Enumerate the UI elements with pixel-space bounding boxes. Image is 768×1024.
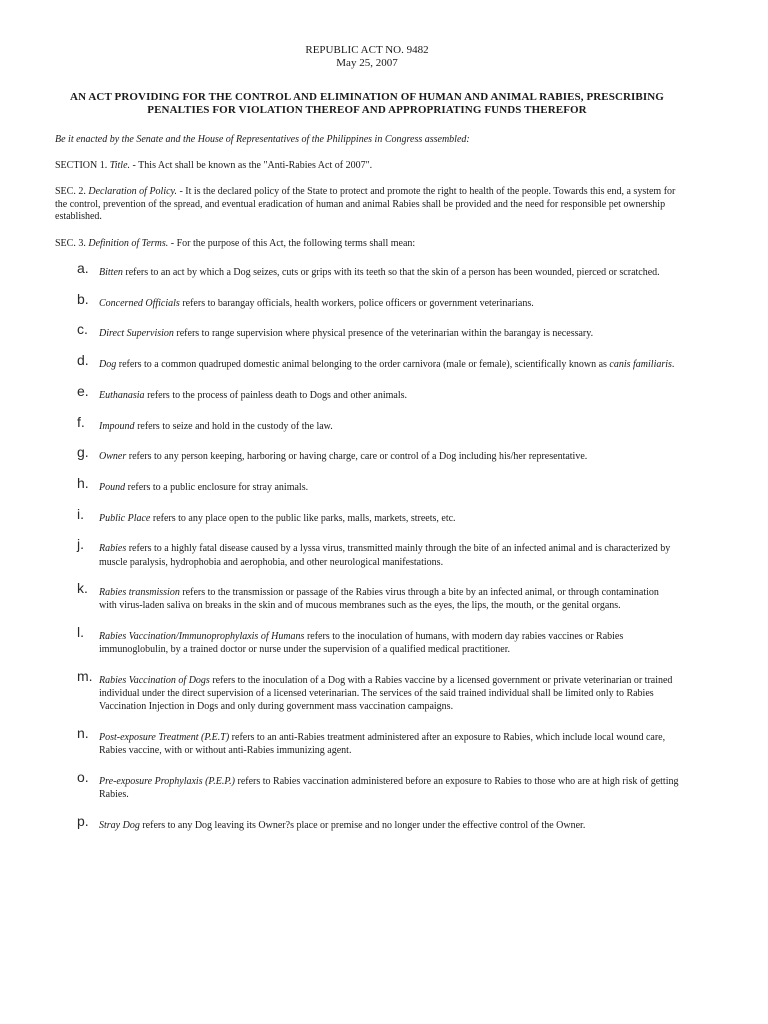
definition-term: Post-exposure Treatment (P.E.T): [99, 732, 230, 744]
section-2-text: - It is the declared policy of the State to protect and promote the right to health of the people. Towards this end, a system for the control, prevention of the spread, and eventual eradication of human and animal Rabies shall be provided and the need for responsible pet ownership established.: [55, 186, 676, 223]
definition-letter: d.: [77, 352, 89, 369]
definition-item: [55, 668, 679, 714]
definition-item: [55, 260, 679, 279]
definition-text: refers to range supervision where physical presence of the veterinarian within the barangay is necessary.: [173, 328, 594, 340]
definition-item: [55, 321, 679, 340]
definition-item: [55, 444, 679, 463]
act-title: AN ACT PROVIDING FOR THE CONTROL AND ELIMINATION OF HUMAN AND ANIMAL RABIES, PRESCRIBING PENALTIES FOR VIOLATION THEREOF AND APPROPRIATING FUNDS THEREFOR: [70, 91, 664, 116]
definition-term: Rabies Vaccination/Immunoprophylaxis of Humans: [99, 631, 305, 643]
definition-text: refers to the process of painless death to Dogs and other animals.: [144, 389, 407, 401]
definition-text: refers to a common quadruped domestic animal belonging to the order carnivora (male or female), scientifically known as: [116, 359, 610, 371]
definition-item: [55, 725, 679, 757]
definition-letter: h.: [77, 474, 89, 491]
definition-text: refers to seize and hold in the custody of the law.: [134, 420, 333, 432]
definition-item: [55, 382, 679, 402]
definition-letter: n.: [77, 725, 89, 742]
definition-letter: j.: [77, 536, 84, 553]
definition-scientific-name: canis familiaris: [609, 359, 672, 371]
definition-term: Rabies: [99, 543, 127, 555]
definition-text: refers to a public enclosure for stray animals.: [125, 481, 309, 493]
section-3-text: - For the purpose of this Act, the following terms shall mean:: [168, 237, 416, 249]
definition-text: refers to the inoculation of a Dog with a Rabies vaccine by a licensed government or private veterinarian or trained individual under the direct supervision of a licensed veterinarian. The services of the said trained individual shall be limited only to Rabies Vaccination Injection in Dogs and only during government mass vaccination campaigns.: [99, 675, 673, 713]
definition-term: Dog: [99, 359, 117, 371]
section-3: [55, 238, 679, 250]
definition-term: Euthanasia: [99, 389, 145, 401]
definition-text: refers to Rabies vaccination administered before an exposure to Rabies to those who are at high risk of getting Rabies.: [99, 776, 679, 801]
definition-item: [55, 769, 679, 801]
section-3-label: SEC. 3.: [55, 237, 86, 249]
definition-item: [55, 536, 679, 568]
definition-text: refers to barangay officials, health workers, police officers or government veterinarians.: [179, 297, 534, 309]
definition-term: Pound: [99, 481, 126, 493]
section-1: [55, 160, 679, 172]
act-number: REPUBLIC ACT NO. 9482: [305, 44, 429, 56]
section-2-label: SEC. 2.: [55, 186, 86, 198]
enacting-clause: Be it enacted by the Senate and the House of Representatives of the Philippines in Congress assembled:: [55, 134, 470, 145]
definition-letter: l.: [77, 624, 84, 641]
definition-term: Stray Dog: [99, 820, 140, 831]
definition-letter: f.: [77, 413, 85, 430]
section-1-heading: Title.: [109, 160, 131, 171]
definition-item: [55, 474, 679, 494]
definition-item: [55, 413, 679, 433]
definition-item: [55, 505, 679, 525]
definition-term: Concerned Officials: [99, 297, 180, 309]
definition-text: refers to the transmission or passage of the Rabies virus through a bite by an infected animal, or through contamination with virus-laden saliva on breaks in the skin and of mucous membranes such as the eyes, the lips, the mouth, or the genital organs.: [99, 587, 659, 612]
definition-term: Owner: [99, 451, 127, 463]
definition-text: refers to a highly fatal disease caused by a lyssa virus, transmitted mainly through the bite of an infected animal and is characterized by muscle paralysis, hydrophobia and aerophobia, and other neurological manifestations.: [99, 543, 671, 568]
definition-item: [55, 580, 679, 612]
definition-letter: b.: [77, 290, 89, 307]
definition-text: refers to any Dog leaving its Owner?s place or premise and no longer under the effective control of the Owner.: [139, 820, 586, 831]
section-2-heading: Declaration of Policy.: [88, 186, 177, 198]
definition-text: refers to any place open to the public like parks, malls, markets, streets, etc.: [150, 512, 456, 524]
definition-letter: o.: [77, 769, 89, 786]
definition-text: refers to an anti-Rabies treatment administered after an exposure to Rabies, which include local wound care, Rabies vaccine, with or without anti-Rabies immunizing agent.: [99, 732, 666, 757]
definition-text: refers to an act by which a Dog seizes, cuts or grips with its teeth so that the skin of a person has been wounded, pierced or scratched.: [122, 267, 660, 279]
definition-letter: e.: [77, 382, 89, 399]
definition-letter: p.: [77, 813, 89, 829]
definition-term: Public Place: [99, 512, 151, 524]
definition-letter: k.: [77, 580, 88, 597]
definitions-list: [55, 260, 679, 832]
definition-letter: g.: [77, 444, 89, 461]
section-1-text: - This Act shall be known as the "Anti-Rabies Act of 2007".: [130, 160, 373, 171]
section-3-heading: Definition of Terms.: [88, 237, 169, 249]
definition-term: Pre-exposure Prophylaxis (P.E.P.): [99, 776, 235, 788]
act-date: May 25, 2007: [336, 57, 398, 69]
definition-text: refers to any person keeping, harboring or having charge, care or control of a Dog including his/her representative.: [126, 451, 588, 463]
definition-item: [55, 290, 679, 310]
definition-item: [55, 352, 679, 371]
definition-text: refers to the inoculation of humans, with modern day rabies vaccines or Rabies immunoglobulin, by a trained doctor or nurse under the supervision of a qualified medical practitioner.: [99, 631, 624, 656]
definition-term: Impound: [99, 420, 135, 432]
document-header: [55, 44, 679, 70]
definition-item: [55, 813, 679, 832]
definition-text-end: .: [671, 359, 675, 371]
document-page: [55, 44, 679, 850]
definition-letter: m.: [77, 668, 93, 685]
definition-term: Bitten: [99, 267, 123, 279]
definition-term: Rabies Vaccination of Dogs: [99, 675, 210, 687]
section-2: [55, 186, 679, 223]
definition-letter: i.: [77, 505, 84, 522]
definition-letter: a.: [77, 260, 89, 277]
section-1-label: SECTION 1.: [55, 160, 108, 171]
definition-term: Rabies transmission: [99, 587, 180, 599]
definition-letter: c.: [77, 321, 88, 338]
definition-item: [55, 624, 679, 656]
definition-term: Direct Supervision: [99, 328, 174, 340]
